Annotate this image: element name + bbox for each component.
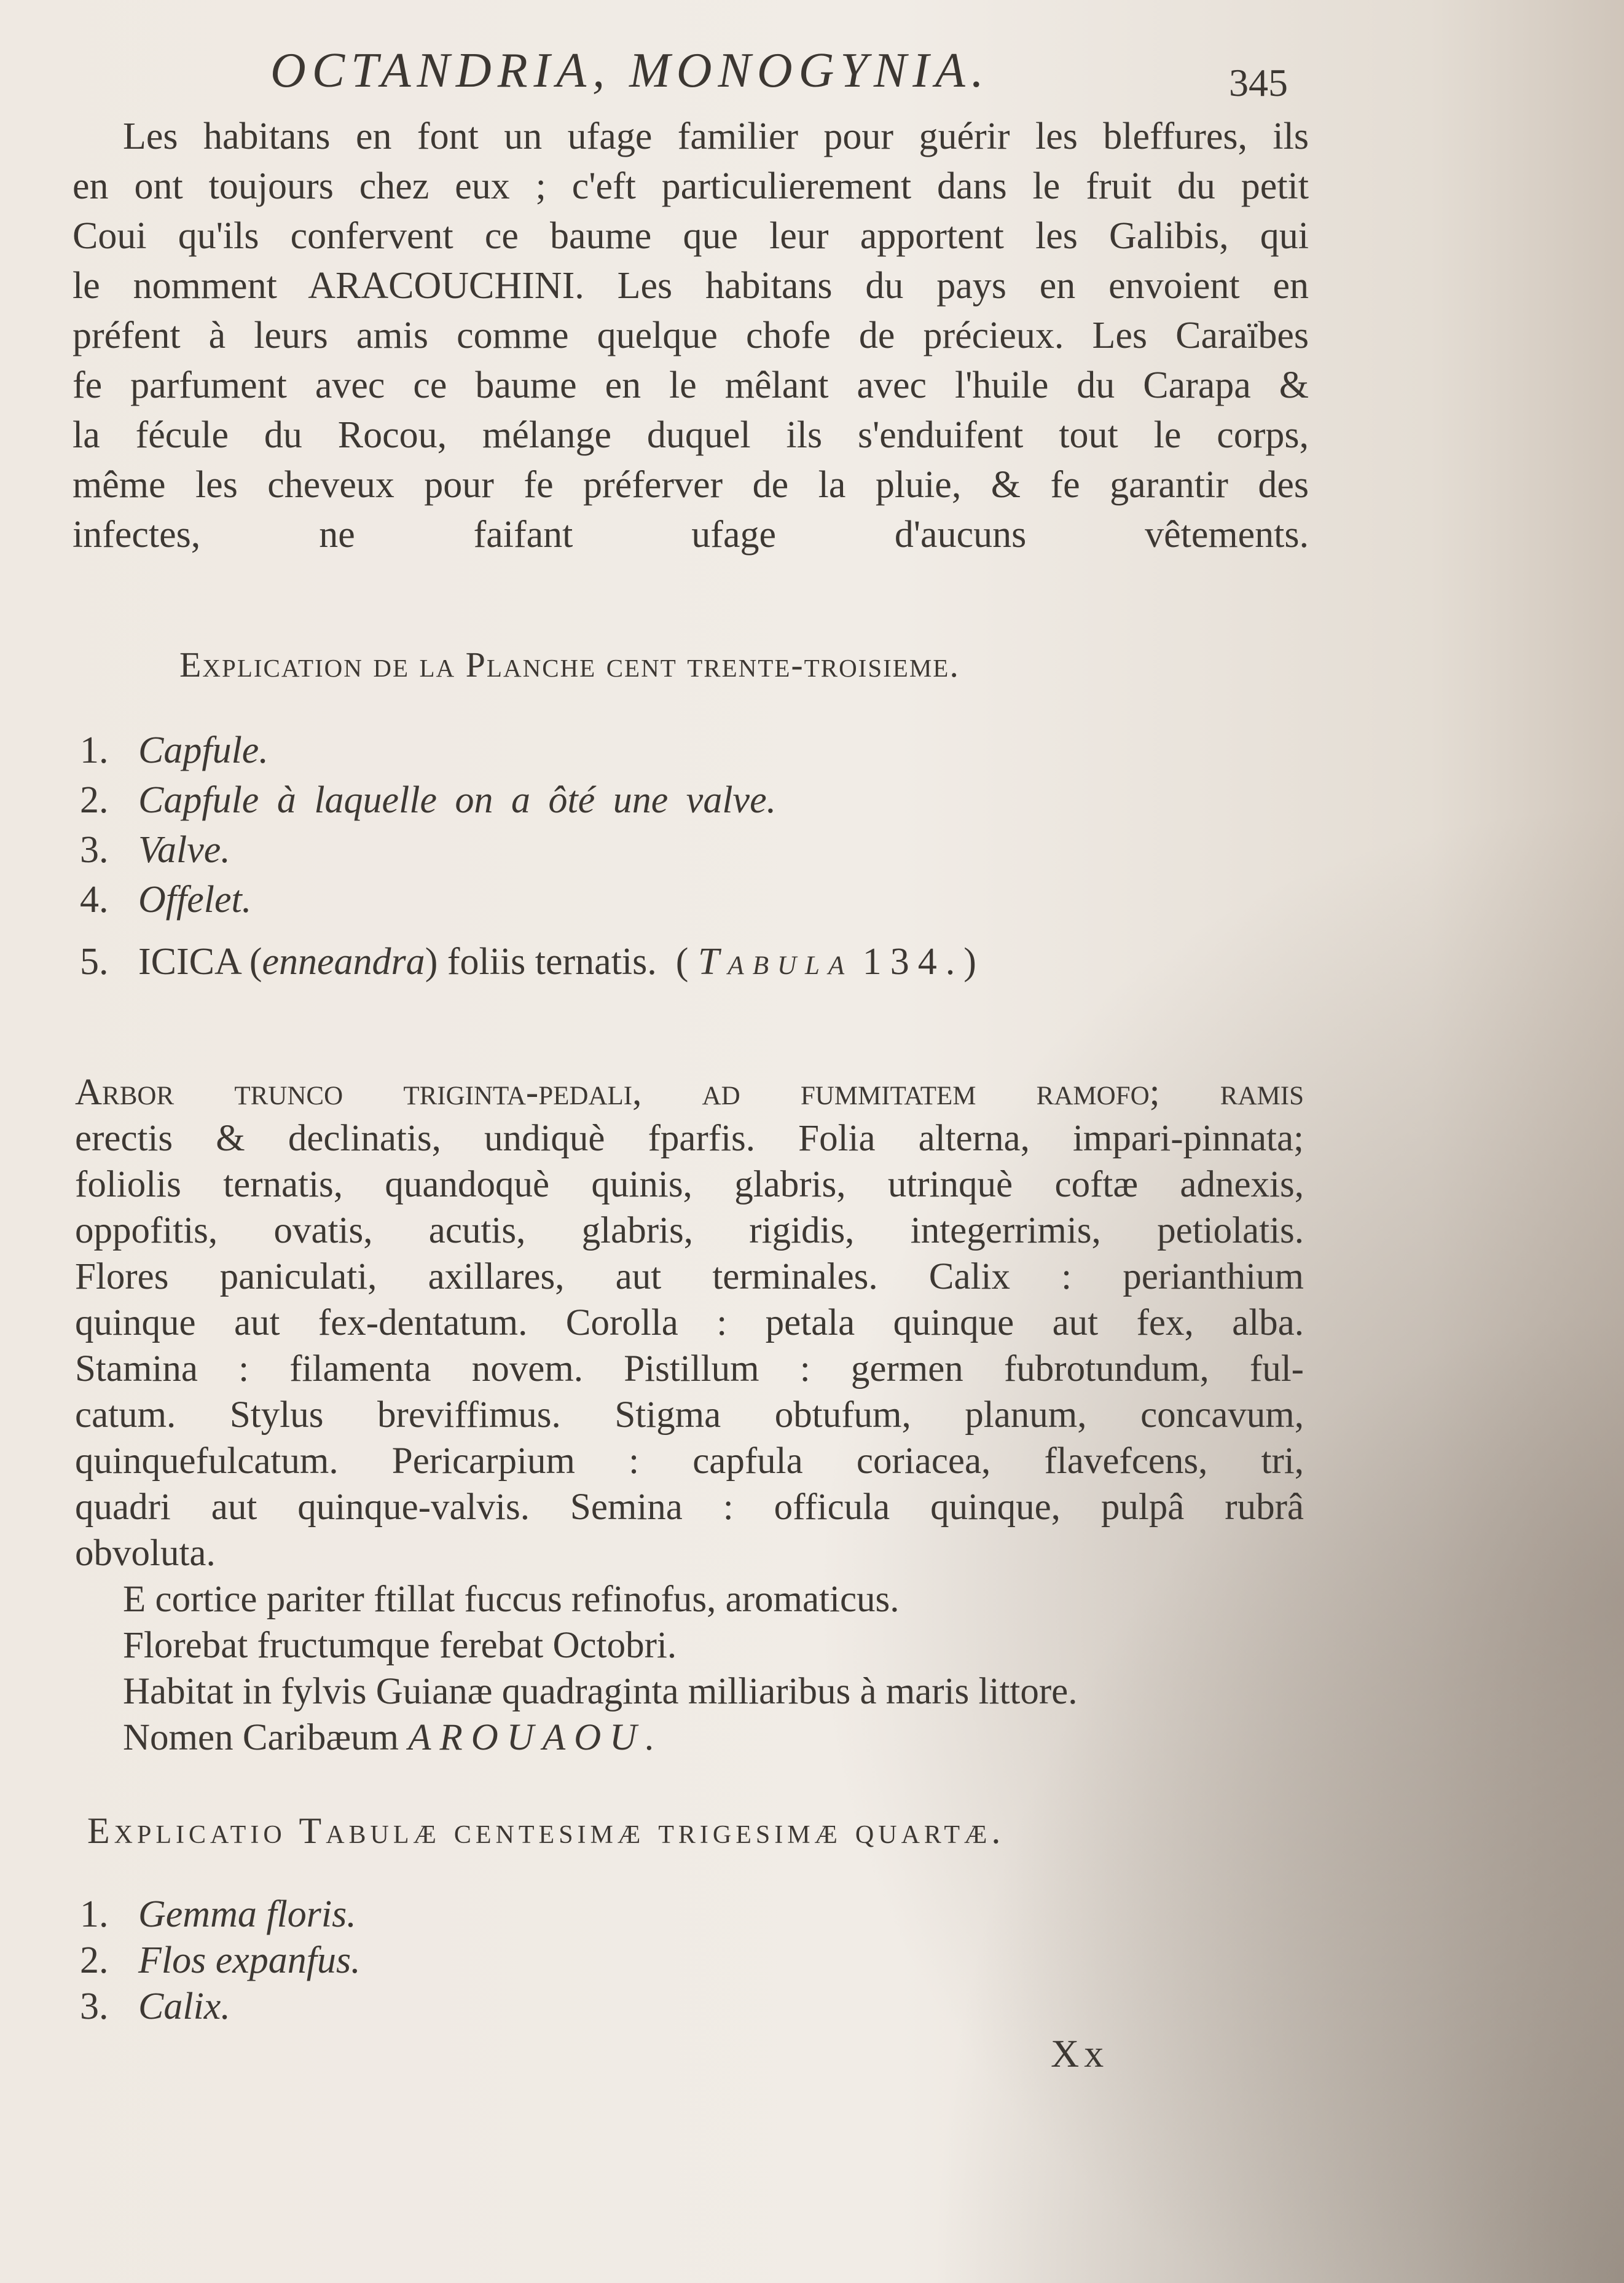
paragraph-line: Coui qu'ils confervent ce baume que leur apportent les Galibis, qui	[73, 215, 1309, 257]
explication-heading-fr: Explication de la Planche cent trente-troisieme.	[179, 645, 960, 685]
description-line: erectis & declinatis, undiquè fparfis. Folia alterna, impari-pinnata;	[75, 1118, 1304, 1159]
paragraph-line: en ont toujours chez eux ; c'eft particulierement dans le fruit du petit	[73, 165, 1309, 207]
species-diagnosis: foliis ternatis.	[447, 941, 657, 983]
description-line: Arbor trunco triginta-pedali, ad fummitatem ramofo; ramis	[75, 1072, 1304, 1113]
paragraph-line: préfent à leurs amis comme quelque chofe de précieux. Les Caraïbes	[73, 315, 1309, 356]
list-item-number: 1.	[80, 1893, 109, 1935]
running-title: OCTANDRIA, MONOGYNIA.	[270, 44, 990, 98]
list-item-text: Capfule.	[138, 729, 269, 771]
list-item	[80, 828, 976, 878]
list-item-text: Gemma floris.	[138, 1893, 356, 1935]
carib-name: AROUAOU.	[408, 1717, 664, 1758]
list-item	[80, 779, 976, 828]
paragraph-line: même les cheveux pour fe préferver de la pluie, & fe garantir des	[73, 464, 1309, 506]
note-line	[75, 1715, 1304, 1761]
description-line: catum. Stylus breviffimus. Stigma obtufum, planum, concavum,	[75, 1394, 1304, 1436]
paragraph-line: fe parfument avec ce baume en le mêlant avec l'huile du Carapa &	[73, 364, 1309, 406]
description-line: foliolis ternatis, quandoquè quinis, glabris, utrinquè coftæ adnexis,	[75, 1164, 1304, 1205]
species-number: 5.	[80, 941, 109, 983]
explicatio-list-la	[80, 1893, 361, 2031]
description-line: quinque aut fex-dentatum. Corolla : petala quinque aut fex, alba.	[75, 1302, 1304, 1343]
explicatio-heading-la: Explicatio Tabulæ centesimæ trigesimæ quartæ.	[87, 1810, 1005, 1851]
list-item-number: 2.	[80, 1939, 109, 1981]
list-item-number: 2.	[80, 779, 109, 821]
page-number: 345	[1229, 61, 1288, 104]
list-item	[80, 1985, 361, 2031]
list-item-text: Offelet.	[138, 879, 252, 921]
note-line: E cortice pariter ftillat fuccus refinofus, aromaticus.	[123, 1579, 900, 1620]
list-item	[80, 729, 976, 779]
latin-description	[75, 1069, 1304, 1761]
list-item-text: Valve.	[138, 829, 230, 871]
note-line: Florebat fructumque ferebat Octobri.	[123, 1625, 677, 1666]
description-line: obvoluta.	[75, 1533, 216, 1574]
description-line: quadri aut quinque-valvis. Semina : officula quinque, pulpâ rubrâ	[75, 1487, 1304, 1528]
list-item-number: 1.	[80, 729, 109, 771]
signature-mark: Xx	[1051, 2032, 1109, 2075]
list-item-number: 4.	[80, 879, 109, 921]
list-item-text: Capfule à laquelle on a ôté une valve.	[138, 779, 777, 821]
paragraph-line: le nomment ARACOUCHINI. Les habitans du pays en envoient en	[73, 265, 1309, 307]
carib-name-label: Nomen Caribæum	[123, 1717, 399, 1758]
french-paragraph	[73, 112, 1309, 560]
list-item-number: 3.	[80, 1986, 109, 2027]
list-item-text: Flos expanfus.	[138, 1939, 361, 1981]
list-item	[80, 878, 976, 928]
description-line: oppofitis, ovatis, acutis, glabris, rigidis, integerrimis, petiolatis.	[75, 1210, 1304, 1251]
list-item-number: 3.	[80, 829, 109, 871]
species-entry: 5. ICICA (enneandra) foliis ternatis. ( Tabula 134.)	[80, 941, 976, 983]
explication-list-fr	[80, 729, 976, 990]
list-item	[80, 1893, 361, 1939]
list-item	[80, 1939, 361, 1985]
species-genus: ICICA	[138, 941, 240, 983]
paragraph-line: Les habitans en font un ufage familier pour guérir les bleffures, ils	[123, 116, 1309, 157]
species-epithet: enneandra	[262, 941, 425, 983]
paragraph-line: la fécule du Rocou, mélange duquel ils s'enduifent tout le corps,	[73, 414, 1309, 456]
paragraph-line: infectes, ne faifant ufage d'aucuns vêtements.	[73, 514, 1309, 556]
description-line: Flores paniculati, axillares, aut terminales. Calix : perianthium	[75, 1256, 1304, 1297]
list-item-text: Calix.	[138, 1986, 230, 2027]
note-line: Habitat in fylvis Guianæ quadraginta milliaribus à maris littore.	[123, 1671, 1078, 1712]
tabula-label: Tabula	[697, 941, 853, 983]
description-line: Stamina : filamenta novem. Pistillum : germen fubrotundum, ful-	[75, 1348, 1304, 1389]
tabula-number: 134.	[862, 941, 964, 983]
description-line: quinquefulcatum. Pericarpium : capfula coriacea, flavefcens, tri,	[75, 1440, 1304, 1482]
